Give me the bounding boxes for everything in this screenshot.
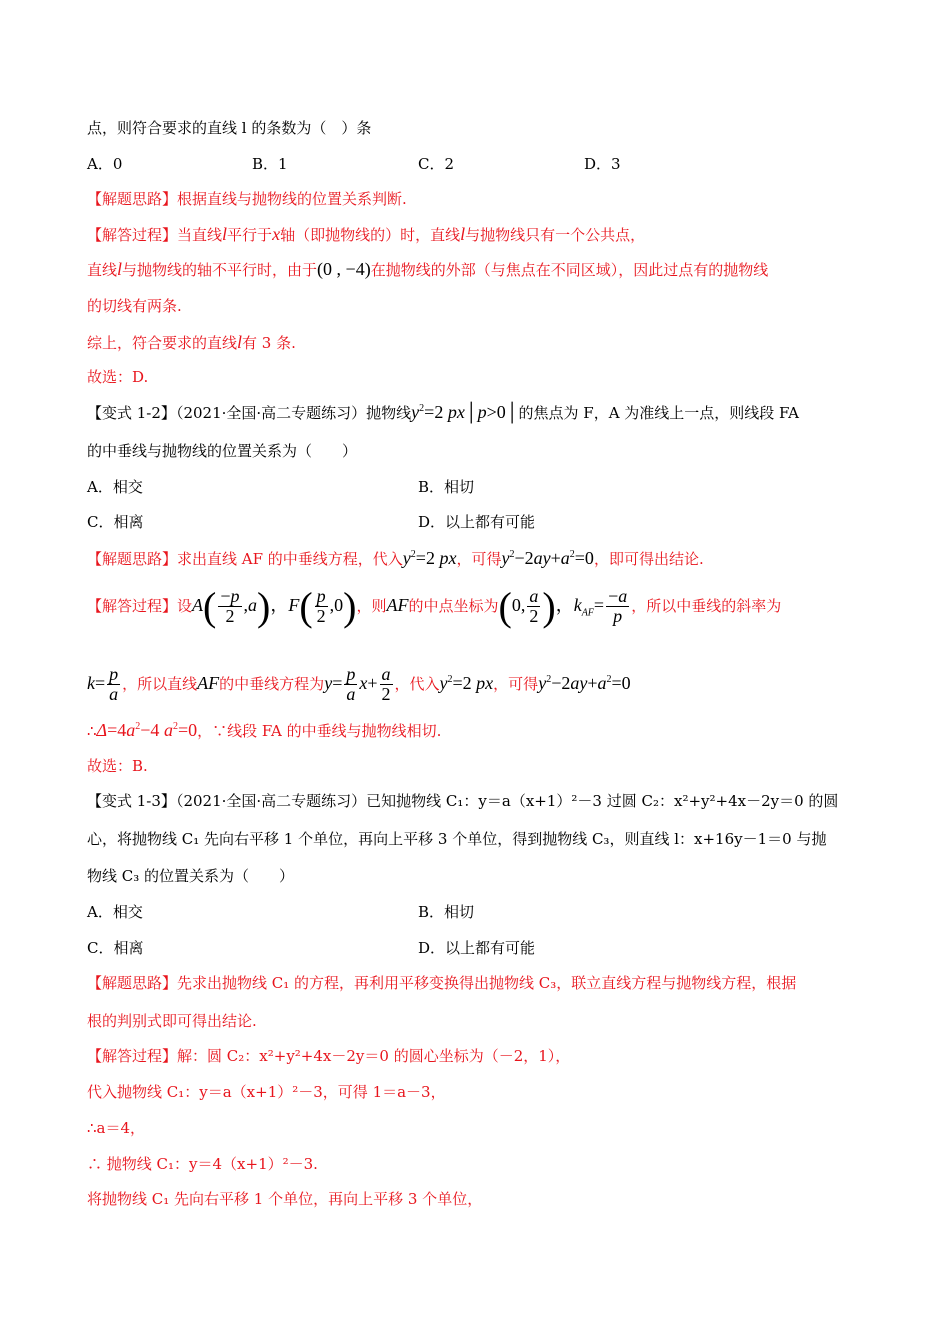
variant-1-3-process-2: 代入抛物线 C₁：y＝a（x+1）²－3，可得 1＝a－3，	[87, 1083, 446, 1101]
variant-1-2-solution-process: 【解答过程】设A( $\frac{-p}{2}$ ,a)，F( $\frac{p}{2}$ ,0)，则AF的中点坐标为(0, $\frac{a}{2}$ )，$k_{AF}=$ $\frac{-a}{p}$ ，所以中垂线的斜率为	[87, 583, 782, 629]
option-a: A．0	[87, 155, 123, 173]
summary-line: 综上，符合要求的直线l有 3 条.	[87, 332, 296, 352]
variant-1-2-answer: 故选：B.	[87, 757, 148, 775]
variant-1-3-line-2: 心，将抛物线 C₁ 先向右平移 1 个单位，再向上平移 3 个单位，得到抛物线 C₃，则直线 l：x+16y－1＝0 与抛	[87, 830, 827, 848]
variant-1-2-solution-idea: 【解题思路】求出直线 AF 的中垂线方程，代入$y^2=2$ px，可得$y^2-2ay+a^2=0$，即可得出结论.	[87, 548, 704, 568]
variant-1-3-line-1: 【变式 1-3】（2021·全国·高二专题练习）已知抛物线 C₁：y＝a（x+1）²－3 过圆 C₂：x²+y²+4x－2y＝0 的圆	[87, 792, 839, 810]
option-b: B．相切	[418, 478, 475, 496]
option-a: A．相交	[87, 903, 143, 921]
option-a: A．相交	[87, 478, 143, 496]
option-b: B．相切	[418, 903, 475, 921]
variant-1-2-midline-equation: k= $\frac{p}{a}$ ，所以直线AF的中垂线方程为y= $\frac{p}{a}$ x+ $\frac{a}{2}$ ，代入$y^2=2$ px，可得$y^2-2ay+a^2=0$	[87, 664, 631, 705]
option-d: D．以上都有可能	[418, 939, 536, 957]
option-b: B．1	[252, 155, 288, 173]
variant-1-2-delta: $\therefore\Delta=4a^2-4$ $a^2=0$，∵线段 FA 的中垂线与抛物线相切.	[87, 720, 442, 740]
variant-1-3-process-3: ∴a＝4，	[87, 1119, 146, 1137]
problem-1-text: 点，则符合要求的直线 l 的条数为（ ）条	[87, 119, 372, 137]
option-d: D．以上都有可能	[418, 513, 536, 531]
variant-1-3-process-4: ∴ 抛物线 C₁：y＝4（x+1）²－3.	[87, 1155, 318, 1173]
variant-1-2-line-2: 的中垂线与抛物线的位置关系为（ ）	[87, 442, 358, 460]
option-c: C．相离	[87, 939, 144, 957]
answer-line: 故选：D.	[87, 368, 149, 386]
option-d: D．3	[584, 155, 621, 173]
variant-1-3-process-5: 将抛物线 C₁ 先向右平移 1 个单位，再向上平移 3 个单位，	[87, 1190, 483, 1208]
option-c: C．相离	[87, 513, 144, 531]
solution-idea: 【解题思路】根据直线与抛物线的位置关系判断.	[87, 190, 407, 208]
solution-process-line-2: 直线l与抛物线的轴不平行时，由于(0 , −4)在抛物线的外部（与焦点在不同区域），因此过点有的抛物线	[87, 259, 769, 279]
variant-1-2-line-1: 【变式 1-2】（2021·全国·高二专题练习）抛物线$y^2=2$ px│p>0│的焦点为 F，A 为准线上一点，则线段 FA	[87, 402, 799, 422]
variant-1-3-solution-idea-2: 根的判别式即可得出结论.	[87, 1012, 257, 1030]
variant-1-3-solution-idea-1: 【解题思路】先求出抛物线 C₁ 的方程，再利用平移变换得出抛物线 C₃，联立直线方程与抛物线方程，根据	[87, 974, 797, 992]
variant-1-3-process-1: 【解答过程】解：圆 C₂：x²+y²+4x－2y＝0 的圆心坐标为（－2，1），	[87, 1047, 571, 1065]
solution-process-line-1: 【解答过程】当直线l平行于x轴（即抛物线的）时，直线l与抛物线只有一个公共点，	[87, 224, 646, 244]
solution-process-line-3: 的切线有两条.	[87, 297, 182, 315]
variant-1-3-line-3: 物线 C₃ 的位置关系为（ ）	[87, 867, 295, 885]
option-c: C．2	[418, 155, 455, 173]
